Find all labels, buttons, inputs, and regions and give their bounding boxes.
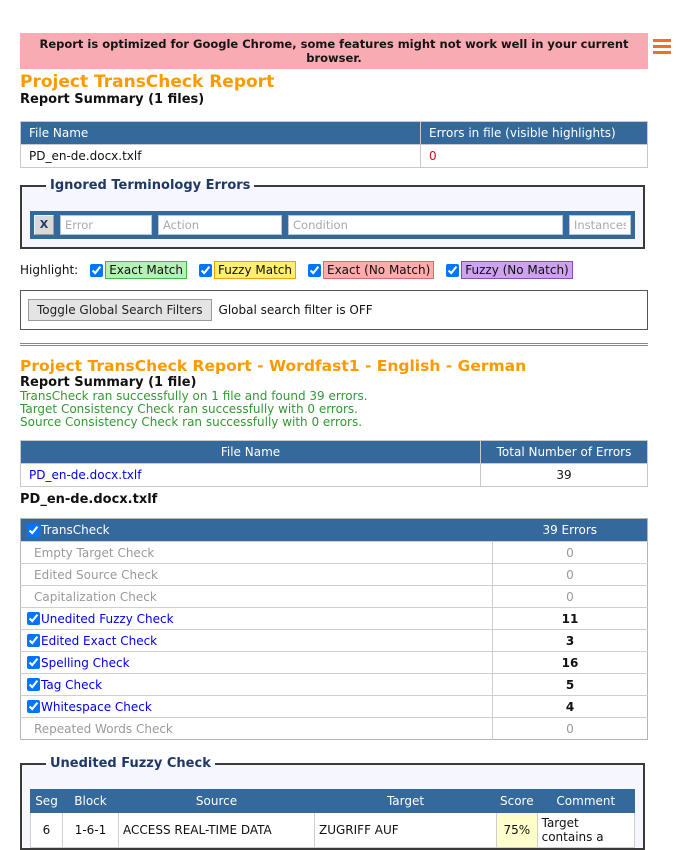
- action-input[interactable]: [158, 215, 282, 235]
- highlight-option-exact-no-match: [308, 261, 434, 279]
- fuzzy-no-match-checkbox[interactable]: [446, 264, 459, 277]
- highlight-option-fuzzy-no-match: [446, 261, 572, 279]
- seg-cell: 6: [31, 813, 63, 848]
- report-summary-heading-2: Report Summary (1 file): [20, 375, 197, 390]
- check-count: 0: [493, 564, 648, 586]
- instances-input[interactable]: [569, 215, 631, 235]
- unedited-fuzzy-table: [30, 789, 635, 848]
- fuzzy-error-row: [31, 813, 635, 848]
- page-title: Project TransCheck Report: [20, 72, 275, 92]
- ignored-terminology-legend: Ignored Terminology Errors: [50, 178, 251, 193]
- target-cell: ZUGRIFF AUF: [315, 813, 497, 848]
- comment-header: Comment: [537, 790, 634, 813]
- errors-header-label: 39 Errors: [493, 519, 648, 542]
- check-row-empty-target: [21, 542, 648, 564]
- fuzzy-match-checkbox[interactable]: [199, 264, 212, 277]
- file-errors-cell: 0: [421, 145, 648, 168]
- files-table-header-errors: Errors in file (visible highlights): [421, 122, 648, 145]
- check-count: 4: [493, 696, 648, 718]
- block-cell: 1-6-1: [63, 813, 119, 848]
- ignored-terminology-fieldset: [20, 178, 645, 249]
- fuzzy-no-match-label: Fuzzy (No Match): [461, 261, 572, 279]
- unedited-fuzzy-checkbox[interactable]: [27, 612, 40, 625]
- file-name-cell: PD_en-de.docx.txlf: [21, 145, 421, 168]
- check-row-edited-exact: [21, 630, 648, 652]
- total-errors-cell: 39: [481, 464, 648, 487]
- table-row: [21, 464, 648, 487]
- transcheck-report-page: [0, 33, 676, 844]
- check-row-spelling: [21, 652, 648, 674]
- totals-header-count: Total Number of Errors: [481, 441, 648, 464]
- global-search-box: [20, 290, 648, 330]
- check-label: Repeated Words Check: [21, 718, 493, 740]
- project-report-title: Project TransCheck Report - Wordfast1 - English - German: [20, 357, 527, 375]
- section-divider: [20, 343, 648, 346]
- unedited-fuzzy-link[interactable]: Unedited Fuzzy Check: [41, 611, 174, 626]
- browser-warning-banner: Report is optimized for Google Chrome, some features might not work well in your current browser.: [20, 33, 648, 69]
- file-section-heading: PD_en-de.docx.txlf: [20, 492, 158, 507]
- highlight-option-exact-match: [90, 261, 187, 279]
- highlight-label: Highlight:: [20, 263, 79, 277]
- source-cell: ACCESS REAL-TIME DATA: [119, 813, 315, 848]
- terminology-filter-row: [30, 211, 635, 239]
- transcheck-status-line: TransCheck ran successfully on 1 file and found 39 errors.: [20, 389, 368, 403]
- check-count: 3: [493, 630, 648, 652]
- table-header-row: [21, 122, 648, 145]
- error-input[interactable]: [60, 215, 152, 235]
- global-search-status: Global search filter is OFF: [218, 303, 373, 317]
- highlight-options-row: [20, 261, 648, 279]
- menu-bar: [653, 39, 671, 42]
- files-table-header-name: File Name: [21, 122, 421, 145]
- seg-header: Seg: [31, 790, 63, 813]
- files-table: [20, 121, 648, 168]
- menu-icon[interactable]: [653, 39, 671, 57]
- exact-no-match-label: Exact (No Match): [323, 261, 434, 279]
- edited-exact-checkbox[interactable]: [27, 634, 40, 647]
- block-header: Block: [63, 790, 119, 813]
- check-label: Empty Target Check: [21, 542, 493, 564]
- exact-match-label: Exact Match: [105, 261, 187, 279]
- table-header-row: [21, 441, 648, 464]
- transcheck-header-label: TransCheck: [41, 523, 110, 537]
- target-consistency-status-line: Target Consistency Check ran successfully with 0 errors.: [20, 402, 358, 416]
- check-count: 5: [493, 674, 648, 696]
- check-row-edited-source: [21, 564, 648, 586]
- checks-header-row: [21, 519, 648, 542]
- check-row-capitalization: [21, 586, 648, 608]
- check-count: 16: [493, 652, 648, 674]
- transcheck-checkbox[interactable]: [27, 524, 40, 537]
- exact-no-match-checkbox[interactable]: [308, 264, 321, 277]
- fuzzy-match-label: Fuzzy Match: [214, 261, 296, 279]
- tag-link[interactable]: Tag Check: [41, 677, 103, 692]
- source-header: Source: [119, 790, 315, 813]
- remove-filter-button[interactable]: X: [34, 215, 54, 235]
- spelling-checkbox[interactable]: [27, 656, 40, 669]
- check-label: Capitalization Check: [21, 586, 493, 608]
- check-label: Edited Source Check: [21, 564, 493, 586]
- unedited-fuzzy-legend: Unedited Fuzzy Check: [50, 756, 211, 771]
- score-cell: 75%: [497, 813, 538, 848]
- toggle-global-search-button[interactable]: Toggle Global Search Filters: [28, 299, 212, 321]
- spelling-link[interactable]: Spelling Check: [41, 655, 130, 670]
- report-summary-heading: Report Summary (1 files): [20, 92, 205, 107]
- comment-cell: Target contains a: [537, 813, 634, 848]
- fuzzy-header-row: [31, 790, 635, 813]
- menu-bar: [653, 51, 671, 54]
- totals-header-name: File Name: [21, 441, 481, 464]
- check-row-unedited-fuzzy: [21, 608, 648, 630]
- check-row-whitespace: [21, 696, 648, 718]
- check-count: 0: [493, 542, 648, 564]
- source-consistency-status-line: Source Consistency Check ran successfully with 0 errors.: [20, 415, 363, 429]
- condition-input[interactable]: [288, 215, 563, 235]
- check-count: 0: [493, 718, 648, 740]
- table-row: [21, 145, 648, 168]
- totals-table: [20, 440, 648, 487]
- check-count: 0: [493, 586, 648, 608]
- tag-checkbox[interactable]: [27, 678, 40, 691]
- edited-exact-link[interactable]: Edited Exact Check: [41, 633, 158, 648]
- highlight-option-fuzzy-match: [199, 261, 296, 279]
- target-header: Target: [315, 790, 497, 813]
- file-link[interactable]: PD_en-de.docx.txlf: [29, 468, 142, 482]
- whitespace-link[interactable]: Whitespace Check: [41, 699, 152, 714]
- unedited-fuzzy-fieldset: [20, 756, 645, 850]
- checks-table: [20, 518, 648, 740]
- check-count: 11: [493, 608, 648, 630]
- check-row-repeated-words: [21, 718, 648, 740]
- score-header: Score: [497, 790, 538, 813]
- whitespace-checkbox[interactable]: [27, 700, 40, 713]
- menu-bar: [653, 45, 671, 48]
- check-row-tag: [21, 674, 648, 696]
- exact-match-checkbox[interactable]: [90, 264, 103, 277]
